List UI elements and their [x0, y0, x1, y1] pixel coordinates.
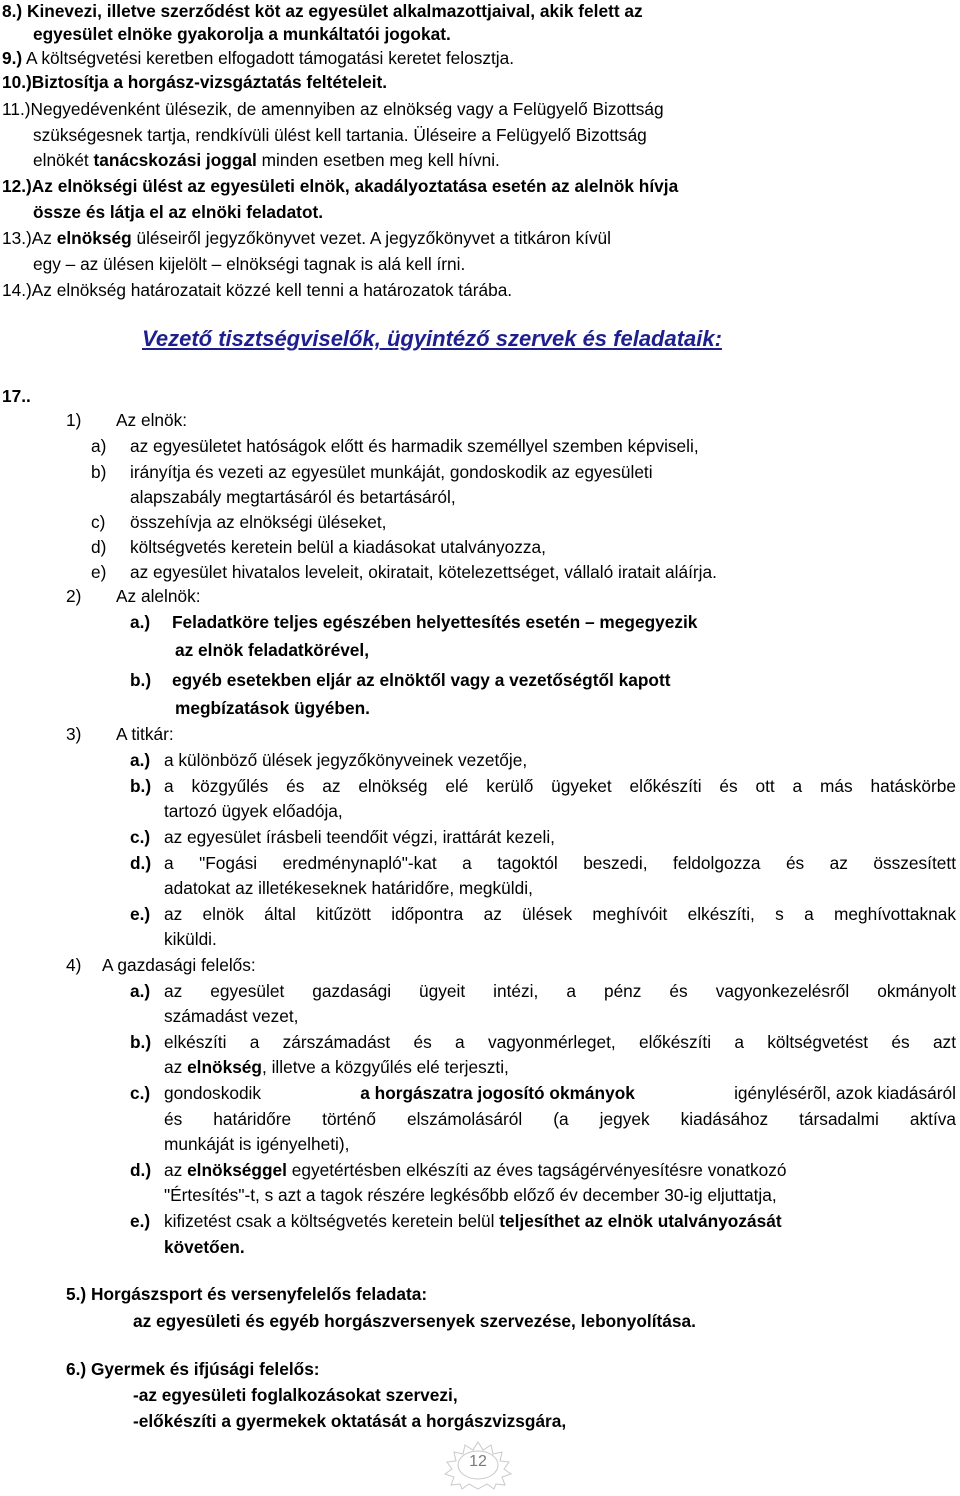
- text-line: b.): [130, 1032, 152, 1052]
- text-line: költségvetés keretein belül a kiadásokat utalványozza,: [130, 537, 546, 557]
- text-line: 3): [66, 724, 82, 744]
- text-line: elkészíti a zárszámadást és a vagyonmérleget, előkészíti a költségvetést és azt: [164, 1032, 956, 1052]
- text-line: 13.)Az elnökség üléseiről jegyzőkönyvet vezet. A jegyzőkönyvet a titkáron kívül: [2, 228, 611, 248]
- text-line: 12.)Az elnökségi ülést az egyesületi elnök, akadályoztatása esetén az alelnök hívja: [2, 176, 679, 196]
- text-line: szükségesnek tartja, rendkívüli ülést kell tartania. Üléseire a Felügyelő Bizottság: [33, 125, 647, 145]
- text-line: Az alelnök:: [116, 586, 201, 606]
- text-line: d.): [130, 853, 152, 873]
- role-heading: Az elnök:: [116, 410, 188, 430]
- text-line: 2): [66, 586, 82, 606]
- text-line: az elnökség, illetve a közgyűlés elé terjeszti,: [164, 1057, 509, 1077]
- text-line: az egyesület gazdasági ügyeit intézi, a pénz és vagyonkezelésről okmányolt: [164, 981, 956, 1001]
- text-line: gondoskodik a horgászatra jogosító okmányok igénylésérõl, azok kiadásáról: [164, 1083, 956, 1103]
- text-line: alapszabály megtartásáról és betartásáról,: [130, 487, 456, 507]
- text-line: össze és látja el az elnöki feladatot.: [33, 202, 324, 222]
- text-line: irányítja és vezeti az egyesület munkáját, gondoskodik az egyesületi: [130, 462, 653, 482]
- text-line: egyéb esetekben eljár az elnöktől vagy a vezetőségtől kapott: [172, 670, 671, 690]
- text-line: a.): [130, 981, 151, 1001]
- text-line: az egyesület hivatalos leveleit, okiratait, kötelezettséget, vállaló iratait aláírja.: [130, 562, 717, 582]
- text-line: b.): [130, 670, 152, 690]
- text-line: tartozó ügyek előadója,: [164, 801, 343, 821]
- text-line: összehívja az elnökségi üléseket,: [130, 512, 387, 532]
- text-line: "Értesítés"-t, s azt a tagok részére legkésőbb előző év december 30-ig eljuttatja,: [164, 1185, 777, 1205]
- text-line: e.): [130, 904, 151, 924]
- text-line: adatokat az illetékeseknek határidőre, megküldi,: [164, 878, 533, 898]
- text-line: 10.)Biztosítja a horgász-vizsgáztatás feltételeit.: [2, 72, 388, 92]
- text-line: 6.) Gyermek és ifjúsági felelős:: [66, 1359, 320, 1379]
- text-line: megbízatások ügyében.: [175, 698, 370, 718]
- text-line: c.): [130, 1083, 151, 1103]
- text-line: követően.: [164, 1237, 245, 1257]
- text-line: az elnök feladatkörével,: [175, 640, 370, 660]
- text-line: a.): [130, 750, 151, 770]
- text-line: elnökét tanácskozási joggal minden esetben meg kell hívni.: [33, 150, 500, 170]
- text-line: az egyesületet hatóságok előtt és harmadik személlyel szemben képviseli,: [130, 436, 699, 456]
- text-line: A gazdasági felelős:: [102, 955, 256, 975]
- text-line: e.): [130, 1211, 151, 1231]
- text-line: az egyesületi és egyéb horgászversenyek szervezése, lebonyolítása.: [133, 1311, 696, 1331]
- text-line: a különböző ülések jegyzőkönyveinek vezetője,: [164, 750, 528, 770]
- page-number-badge: [439, 1440, 517, 1490]
- text-line: Feladatköre teljes egészében helyettesítés esetén – megegyezik: [172, 612, 698, 632]
- text-line: a "Fogási eredménynapló"-kat a tagoktól beszedi, feldolgozza és az összesített: [164, 853, 956, 873]
- text-line: c): [91, 512, 106, 532]
- section-number: 17..: [2, 386, 31, 406]
- text-line: az egyesület írásbeli teendőit végzi, irattárát kezeli,: [164, 827, 555, 847]
- text-line: 11.)Negyedévenként ülésezik, de amennyiben az elnökség vagy a Felügyelő Bizottság: [2, 99, 664, 119]
- text-line: számadást vezet,: [164, 1006, 299, 1026]
- text-line: b.): [130, 776, 152, 796]
- text-line: 5.) Horgászsport és versenyfelelős feladata:: [66, 1284, 428, 1304]
- text-line: a közgyűlés és az elnökség elé kerülő ügyeket előkészíti és ott a más hatáskörbe: [164, 776, 956, 796]
- text-line: kiküldi.: [164, 929, 217, 949]
- text-line: -az egyesületi foglalkozásokat szervezi,: [133, 1385, 458, 1405]
- text-line: c.): [130, 827, 151, 847]
- text-line: 14.)Az elnökség határozatait közzé kell tenni a határozatok tárába.: [2, 280, 513, 300]
- text-line: kifizetést csak a költségvetés keretein belül teljesíthet az elnök utalványozását: [164, 1211, 782, 1231]
- text-line: munkáját is igényelheti),: [164, 1134, 350, 1154]
- text-line: b): [91, 462, 107, 482]
- text-line: e): [91, 562, 107, 582]
- text-line: d.): [130, 1160, 152, 1180]
- section-title: Vezető tisztségviselők, ügyintéző szervek és feladataik:: [142, 326, 722, 351]
- text-line: a.): [130, 612, 151, 632]
- text-line: -előkészíti a gyermekek oktatását a horgászvizsgára,: [133, 1411, 567, 1431]
- text-line: a): [91, 436, 107, 456]
- text-line: 9.) A költségvetési keretben elfogadott támogatási keretet felosztja.: [2, 48, 515, 68]
- text-line: az elnök által kitűzött időpontra az ülések meghívóit elkészíti, s a meghívottaknak: [164, 904, 956, 924]
- text-line: 8.) Kinevezi, illetve szerződést köt az egyesület alkalmazottjaival, akik felett az: [2, 1, 643, 21]
- text-line: A titkár:: [116, 724, 174, 744]
- text-line: és határidőre történő elszámolásáról (a jegyek kiadásához társadalmi aktíva: [164, 1109, 956, 1129]
- text-line: 4): [66, 955, 82, 975]
- page-number: 12: [469, 1453, 487, 1470]
- role-number: 1): [66, 410, 82, 430]
- text-line: az elnökséggel egyetértésben elkészíti az éves tagságérvényesítésre vonatkozó: [164, 1160, 787, 1180]
- text-line: egyesület elnöke gyakorolja a munkáltatói jogokat.: [33, 24, 451, 44]
- text-line: d): [91, 537, 107, 557]
- text-line: egy – az ülésen kijelölt – elnökségi tagnak is alá kell írni.: [33, 254, 466, 274]
